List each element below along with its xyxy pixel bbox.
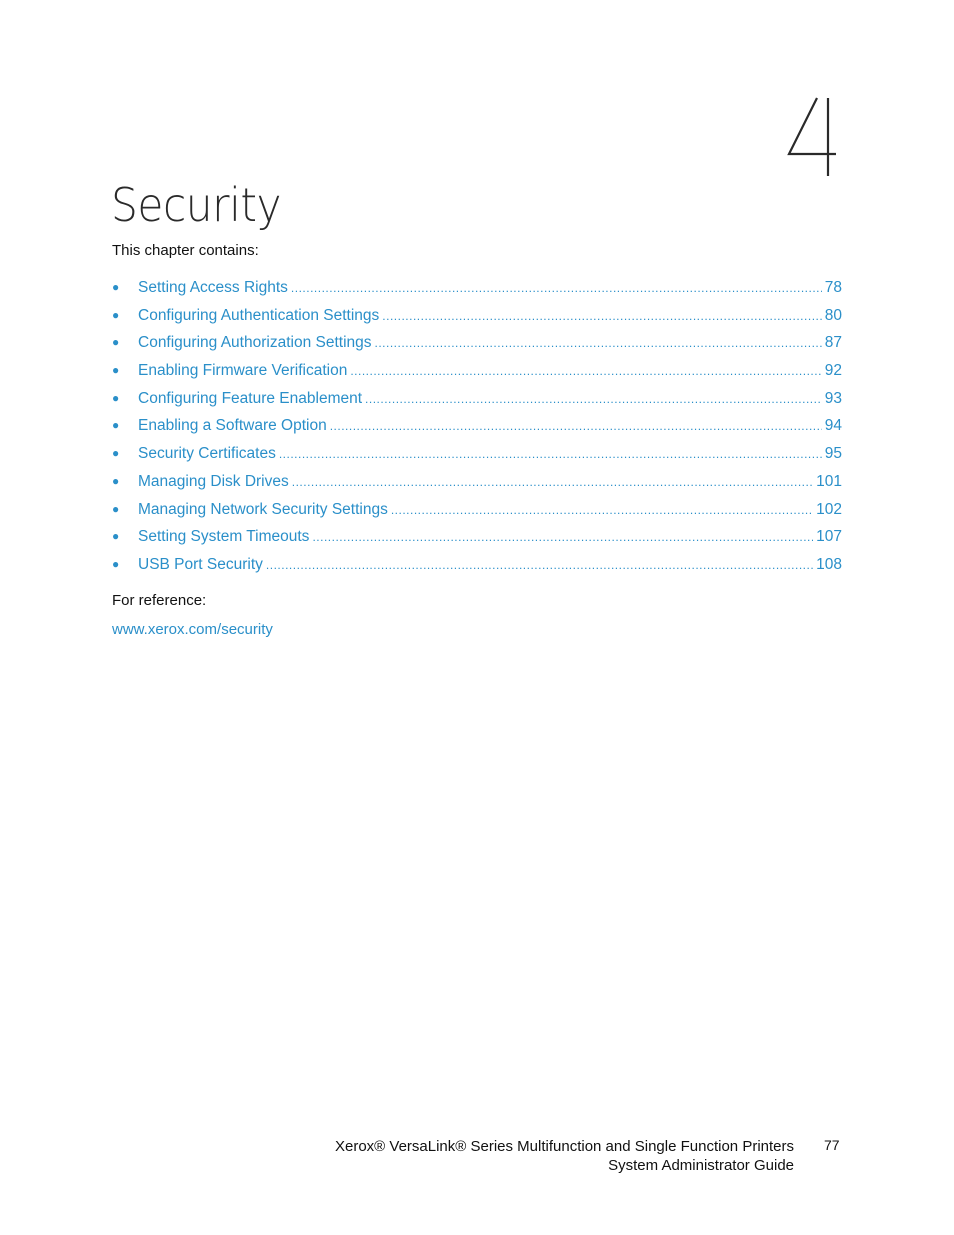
- bullet-icon: ●: [112, 473, 120, 488]
- toc-item-label[interactable]: Security Certificates: [138, 445, 276, 463]
- toc-item-page[interactable]: 101: [816, 472, 842, 490]
- footer-guide-name: System Administrator Guide: [608, 1157, 794, 1174]
- page-title: Security: [111, 178, 282, 232]
- toc-item-page[interactable]: 107: [816, 528, 842, 546]
- toc-item-label[interactable]: Managing Network Security Settings: [138, 500, 388, 518]
- toc-item[interactable]: [112, 279, 842, 307]
- toc-item-label[interactable]: USB Port Security: [138, 555, 263, 573]
- toc-item[interactable]: [112, 473, 842, 501]
- toc-item[interactable]: [112, 362, 842, 390]
- toc-leader: [382, 309, 821, 323]
- toc-item[interactable]: [112, 307, 842, 335]
- toc-item-page[interactable]: 92: [824, 362, 842, 380]
- bullet-icon: ●: [112, 446, 120, 461]
- toc-leader: [391, 503, 813, 517]
- toc-item[interactable]: [112, 334, 842, 362]
- toc-leader: [350, 364, 821, 378]
- page-number: 77: [824, 1137, 840, 1153]
- toc-item-label[interactable]: Configuring Authentication Settings: [138, 306, 380, 324]
- bullet-icon: ●: [112, 280, 120, 294]
- reference-label: For reference:: [112, 592, 207, 609]
- bullet-icon: ●: [112, 390, 120, 405]
- toc-item-label[interactable]: Setting Access Rights: [138, 279, 288, 296]
- toc-leader: [365, 392, 822, 406]
- toc-item[interactable]: [112, 390, 842, 418]
- toc-leader: [330, 419, 822, 433]
- bullet-icon: ●: [112, 529, 120, 544]
- toc-item-label[interactable]: Enabling Firmware Verification: [138, 362, 348, 380]
- chapter-number: [786, 96, 838, 176]
- toc-item-page[interactable]: 94: [824, 417, 842, 435]
- bullet-icon: ●: [112, 335, 120, 350]
- toc-leader: [266, 558, 813, 572]
- bullet-icon: ●: [112, 556, 120, 571]
- toc-item-page[interactable]: 93: [824, 389, 842, 407]
- footer-title: [335, 1137, 794, 1175]
- toc-item[interactable]: [112, 556, 842, 584]
- table-of-contents: [112, 279, 842, 584]
- toc-item-page[interactable]: 102: [816, 500, 842, 518]
- chapter-intro: This chapter contains:: [112, 242, 259, 259]
- footer-product-name: Xerox® VersaLink® Series Multifunction and Single Function Printers: [335, 1138, 794, 1155]
- toc-leader: [292, 475, 813, 489]
- toc-item-label[interactable]: Configuring Authorization Settings: [138, 334, 372, 352]
- toc-item-page[interactable]: 78: [824, 279, 842, 296]
- chapter-number-glyph: [786, 96, 838, 176]
- toc-leader: [279, 447, 822, 461]
- toc-item-label[interactable]: Setting System Timeouts: [138, 528, 310, 546]
- toc-item[interactable]: [112, 417, 842, 445]
- toc-item-page[interactable]: 95: [824, 445, 842, 463]
- toc-item-page[interactable]: 87: [824, 334, 842, 352]
- bullet-icon: ●: [112, 501, 120, 516]
- toc-item-page[interactable]: 108: [816, 555, 842, 573]
- toc-item-label[interactable]: Enabling a Software Option: [138, 417, 327, 435]
- bullet-icon: ●: [112, 307, 120, 322]
- toc-item[interactable]: [112, 445, 842, 473]
- bullet-icon: ●: [112, 363, 120, 378]
- toc-leader: [312, 530, 813, 544]
- toc-item-label[interactable]: Configuring Feature Enablement: [138, 389, 363, 407]
- toc-item[interactable]: [112, 501, 842, 529]
- toc-item-page[interactable]: 80: [824, 306, 842, 324]
- bullet-icon: ●: [112, 418, 120, 433]
- toc-item[interactable]: [112, 528, 842, 556]
- reference-link[interactable]: www.xerox.com/security: [112, 621, 273, 638]
- toc-leader: [375, 336, 822, 350]
- toc-item-label[interactable]: Managing Disk Drives: [138, 472, 289, 490]
- toc-leader: [291, 281, 822, 295]
